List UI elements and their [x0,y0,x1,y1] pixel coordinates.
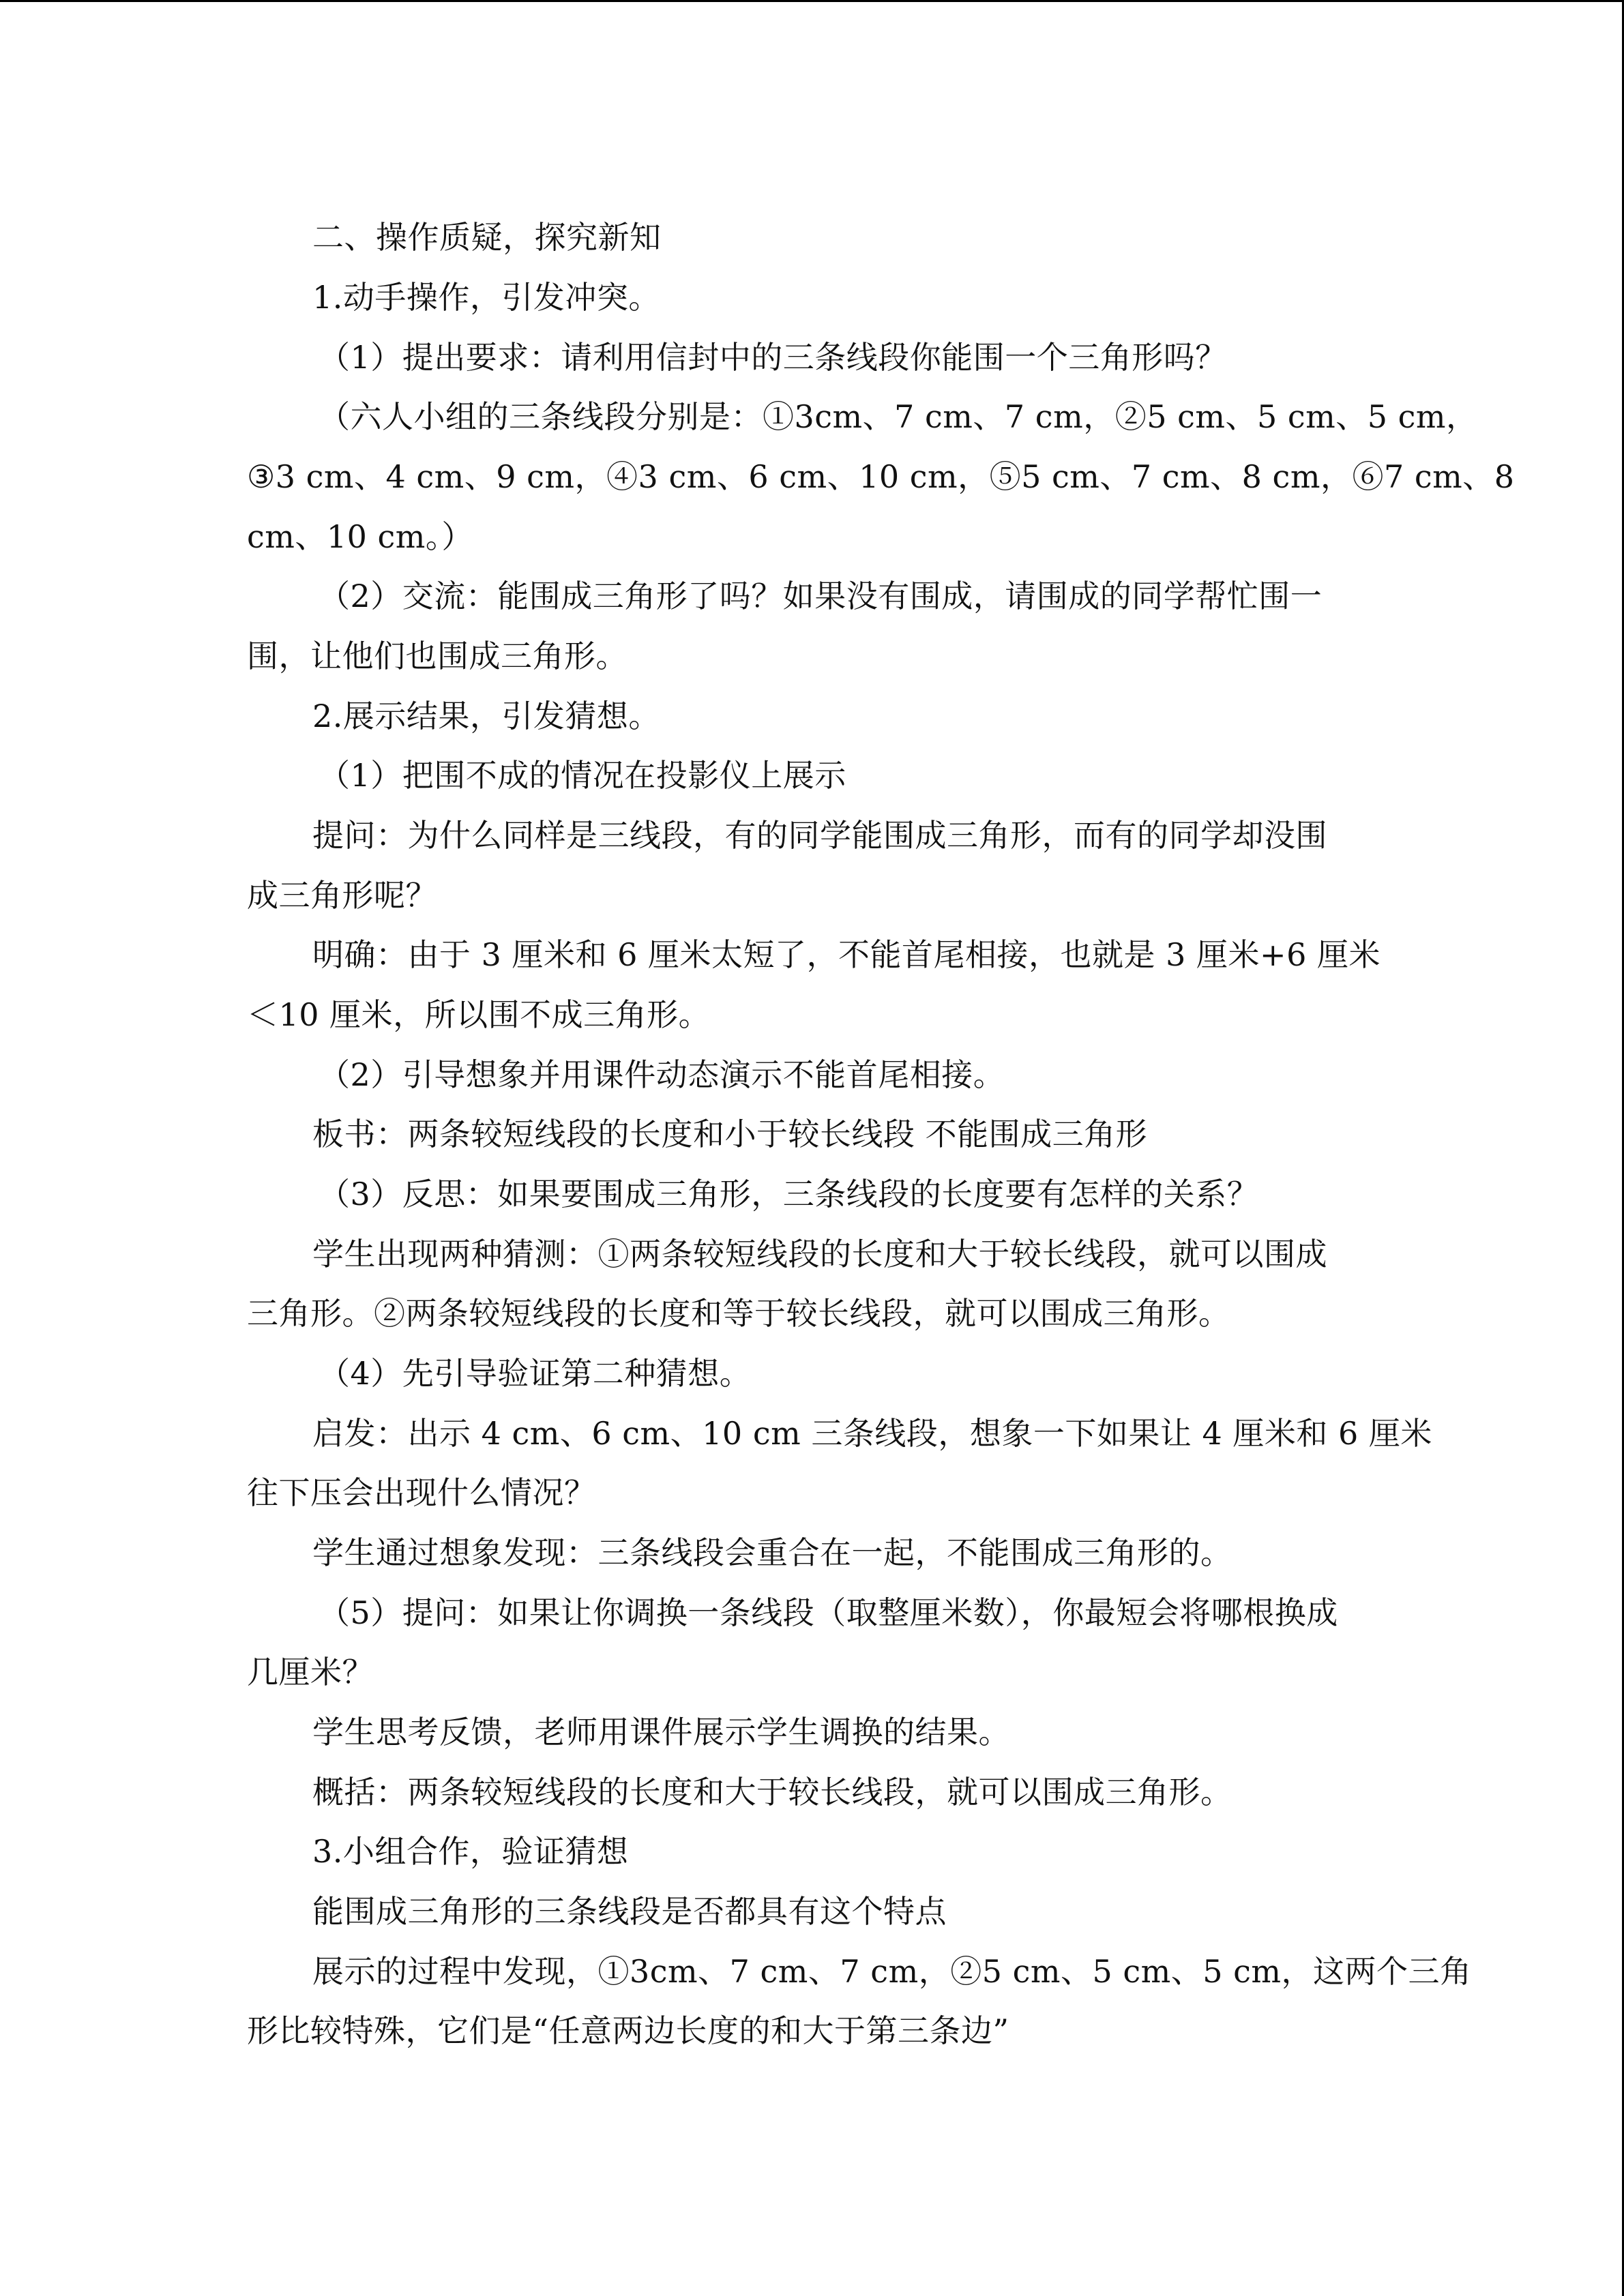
subheading-1: 1.动手操作，引发冲突。 [312,279,660,316]
subheading-2: 2.展示结果，引发猜想。 [312,698,660,734]
paragraph-line: 三角形。②两条较短线段的长度和等于较长线段，就可以围成三角形。 [247,1295,1230,1332]
paragraph-line: 几厘米？ [247,1654,374,1690]
paragraph-line: 围，让他们也围成三角形。 [247,638,628,674]
paragraph-line: cm、10 cm。） [247,518,473,555]
paragraph-line: 能围成三角形的三条线段是否都具有这个特点 [312,1893,947,1930]
paragraph-line: 展示的过程中发现，①3cm、7 cm、7 cm，②5 cm、5 cm、5 cm，这两个三角 [312,1953,1472,1990]
paragraph-line: （4）先引导验证第二种猜想。 [319,1355,752,1392]
paragraph-line: （3）反思：如果要围成三角形，三条线段的长度要有怎样的关系？ [319,1176,1259,1212]
paragraph-line: （六人小组的三条线段分别是：①3cm、7 cm、7 cm，②5 cm、5 cm、5 cm， [319,398,1478,435]
paragraph-line: 提问：为什么同样是三线段，有的同学能围成三角形，而有的同学却没围 [312,817,1327,854]
paragraph-line: （2）交流：能围成三角形了吗？如果没有围成，请围成的同学帮忙围一 [319,578,1323,614]
paragraph-line: （1）提出要求：请利用信封中的三条线段你能围一个三角形吗？ [319,339,1227,376]
paragraph-line: 形比较特殊，它们是“任意两边长度的和大于第三条边” [247,2012,1009,2049]
paragraph-line: （5）提问：如果让你调换一条线段（取整厘米数），你最短会将哪根换成 [319,1594,1338,1631]
section-heading: 二、操作质疑，探究新知 [312,219,662,256]
paragraph-line: 学生思考反馈，老师用课件展示学生调换的结果。 [312,1714,1010,1750]
paragraph-line: 板书：两条较短线段的长度和小于较长线段 不能围成三角形 [312,1116,1148,1152]
subheading-3: 3.小组合作，验证猜想 [312,1833,629,1870]
paragraph-line: ③3 cm、4 cm、9 cm，④3 cm、6 cm、10 cm，⑤5 cm、7 cm、8 cm，⑥7 cm、8 [247,458,1515,495]
paragraph-line: 学生出现两种猜测：①两条较短线段的长度和大于较长线段，就可以围成 [312,1236,1327,1272]
paragraph-line: 学生通过想象发现：三条线段会重合在一起，不能围成三角形的。 [312,1534,1232,1571]
paragraph-line: 成三角形呢？ [247,877,437,914]
paragraph-line: （1）把围不成的情况在投影仪上展示 [319,757,846,794]
paragraph-line: 明确：由于 3 厘米和 6 厘米太短了，不能首尾相接，也就是 3 厘米+6 厘米 [312,936,1381,973]
paragraph-line: （2）引导想象并用课件动态演示不能首尾相接。 [319,1056,1005,1093]
paragraph-line: 概括：两条较短线段的长度和大于较长线段，就可以围成三角形。 [312,1774,1232,1810]
paragraph-line: 往下压会出现什么情况？ [247,1474,596,1511]
paragraph-line: 启发：出示 4 cm、6 cm、10 cm 三条线段，想象一下如果让 4 厘米和 6 厘米 [312,1415,1432,1452]
page-border-top [0,0,1624,2]
paragraph-line: ＜10 厘米，所以围不成三角形。 [247,996,711,1033]
